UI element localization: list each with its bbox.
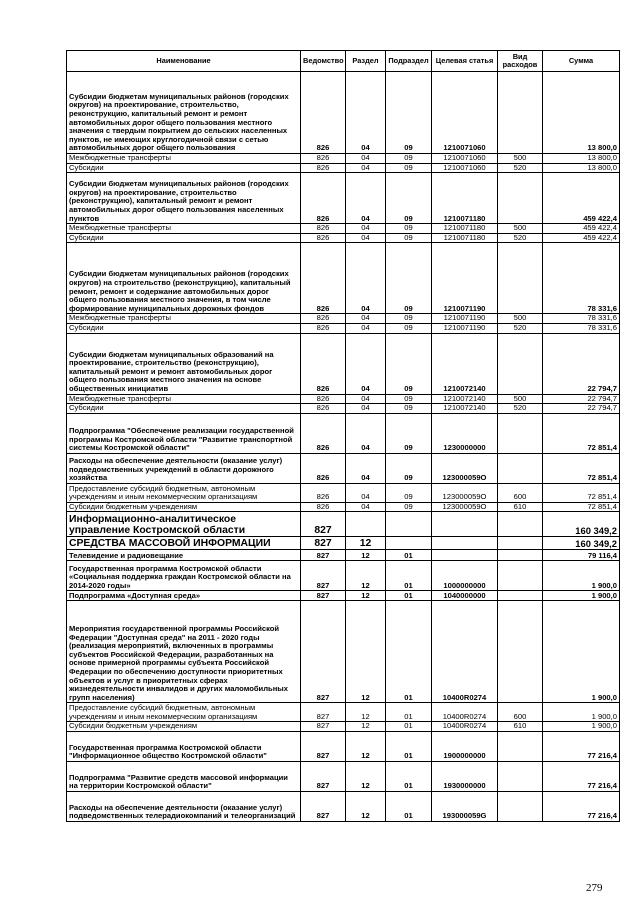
cell-expense [498,243,543,314]
cell-dept: 826 [301,333,346,394]
cell-subsection: 09 [386,404,432,414]
cell-target: 123000059О [432,502,498,512]
cell-dept: 826 [301,394,346,404]
cell-target: 1900000000 [432,731,498,761]
header-name: Наименование [67,51,301,72]
cell-subsection: 01 [386,601,432,703]
cell-target: 123000059О [432,453,498,483]
cell-subsection: 01 [386,722,432,732]
cell-sum: 1 900,0 [543,703,620,722]
cell-section: 04 [346,224,386,234]
table-row [67,72,620,154]
cell-dept: 826 [301,483,346,502]
cell-subsection: 01 [386,761,432,791]
table-row [67,537,620,550]
table-row [67,483,620,502]
cell-expense [498,550,543,561]
cell-section: 12 [346,761,386,791]
cell-name: Субсидии бюджетам муниципальных районов (городских округов) на проектирование, строительство, реконструкцию, капитальный ремонт и ремонт автомобильных дорог общего пользования местного значения с твердым покрытием до сельских населенных пунктов, не имеющих круглогодичной связи с сетью автомобильных дорог общего пользования [67,72,301,154]
cell-dept: 827 [301,791,346,821]
cell-dept: 826 [301,72,346,154]
cell-dept: 826 [301,453,346,483]
cell-dept: 826 [301,233,346,243]
cell-name: Межбюджетные трансферты [67,224,301,234]
header-expense: Вид расходов [498,51,543,72]
cell-expense: 600 [498,483,543,502]
cell-target: 1230000000 [432,413,498,453]
header-subsection: Подраздел [386,51,432,72]
cell-dept: 827 [301,761,346,791]
cell-target: 1210071190 [432,323,498,333]
cell-section: 04 [346,323,386,333]
cell-target: 1000000000 [432,561,498,591]
table-row [67,163,620,173]
cell-name: Субсидии [67,404,301,414]
budget-table [66,50,620,822]
cell-dept: 827 [301,601,346,703]
cell-target: 1210072140 [432,404,498,414]
cell-target: 1210071180 [432,233,498,243]
table-row [67,404,620,414]
table-row [67,791,620,821]
cell-dept: 827 [301,537,346,550]
cell-subsection: 01 [386,591,432,601]
cell-dept: 826 [301,163,346,173]
table-row [67,601,620,703]
cell-target: 10400R0274 [432,703,498,722]
cell-section: 04 [346,163,386,173]
cell-dept: 826 [301,224,346,234]
cell-sum: 1 900,0 [543,601,620,703]
cell-subsection: 09 [386,163,432,173]
cell-section: 12 [346,731,386,761]
table-body [67,72,620,822]
header-target: Целевая статья [432,51,498,72]
cell-target: 1210071060 [432,163,498,173]
cell-dept: 827 [301,512,346,537]
cell-section: 04 [346,413,386,453]
table-row [67,502,620,512]
cell-subsection: 09 [386,453,432,483]
cell-expense [498,791,543,821]
cell-expense: 520 [498,233,543,243]
cell-section: 12 [346,601,386,703]
cell-name: Субсидии бюджетным учреждениям [67,722,301,732]
cell-section: 04 [346,333,386,394]
table-row [67,173,620,224]
table-row [67,550,620,561]
cell-subsection [386,512,432,537]
table-row [67,761,620,791]
cell-subsection: 09 [386,413,432,453]
cell-name: Государственная программа Костромской области "Информационное общество Костромской области" [67,731,301,761]
table-row [67,154,620,164]
table-row [67,333,620,394]
cell-dept: 827 [301,703,346,722]
cell-sum: 78 331,6 [543,323,620,333]
cell-expense: 520 [498,163,543,173]
cell-expense: 500 [498,224,543,234]
cell-name: Субсидии бюджетам муниципальных образований на проектирование, строительство (реконструкцию), капитальный ремонт и ремонт автомобильных дорог общего пользования местного значения на основе общественных инициатив [67,333,301,394]
cell-sum: 77 216,4 [543,761,620,791]
cell-expense: 610 [498,722,543,732]
cell-section [346,512,386,537]
cell-expense [498,453,543,483]
cell-sum: 78 331,6 [543,314,620,324]
cell-target [432,537,498,550]
cell-name: Расходы на обеспечение деятельности (оказание услуг) подведомственных учреждений в области дорожного хозяйства [67,453,301,483]
cell-subsection: 09 [386,72,432,154]
cell-dept: 826 [301,323,346,333]
cell-name: Субсидии бюджетам муниципальных районов (городских округов) на проектирование, строительство (реконструкцию), капитальный ремонт и ремонт автомобильных дорог общего пользования населенных пунктов [67,173,301,224]
cell-target: 1210071180 [432,224,498,234]
header-sum: Сумма [543,51,620,72]
table-row [67,512,620,537]
cell-sum: 72 851,4 [543,483,620,502]
cell-name: Подпрограмма "Развитие средств массовой информации на территории Костромской области" [67,761,301,791]
cell-expense: 500 [498,394,543,404]
cell-subsection: 01 [386,703,432,722]
cell-name: СРЕДСТВА МАССОВОЙ ИНФОРМАЦИИ [67,537,301,550]
table-row [67,703,620,722]
cell-expense [498,761,543,791]
cell-sum: 22 794,7 [543,404,620,414]
cell-target: 1930000000 [432,761,498,791]
cell-dept: 826 [301,502,346,512]
cell-expense: 610 [498,502,543,512]
cell-section: 04 [346,394,386,404]
cell-target: 1210071060 [432,72,498,154]
cell-section: 04 [346,483,386,502]
cell-sum: 1 900,0 [543,561,620,591]
cell-sum: 72 851,4 [543,502,620,512]
cell-subsection: 01 [386,550,432,561]
cell-dept: 827 [301,561,346,591]
cell-subsection: 09 [386,154,432,164]
cell-name: Подпрограмма "Обеспечение реализации государственной программы Костромской области "Развитие транспортной системы Костромской области" [67,413,301,453]
cell-subsection: 09 [386,233,432,243]
cell-name: Расходы на обеспечение деятельности (оказание услуг) подведомственных телерадиокомпаний и телеорганизаций [67,791,301,821]
cell-name: Субсидии [67,323,301,333]
cell-name: Межбюджетные трансферты [67,154,301,164]
cell-sum: 459 422,4 [543,224,620,234]
cell-expense: 500 [498,314,543,324]
cell-target: 1210071180 [432,173,498,224]
cell-sum: 1 900,0 [543,722,620,732]
cell-sum: 72 851,4 [543,453,620,483]
cell-name: Предоставление субсидий бюджетным, автономным учреждениям и иным некоммерческим организациям [67,483,301,502]
table-row [67,224,620,234]
cell-dept: 826 [301,314,346,324]
cell-dept: 826 [301,154,346,164]
cell-subsection: 01 [386,791,432,821]
cell-expense [498,591,543,601]
cell-sum: 160 349,2 [543,537,620,550]
cell-section: 04 [346,453,386,483]
header-dept: Ведомство [301,51,346,72]
cell-expense: 520 [498,404,543,414]
page-number: 279 [586,882,603,894]
cell-subsection: 09 [386,323,432,333]
cell-dept: 827 [301,591,346,601]
cell-sum: 77 216,4 [543,731,620,761]
cell-sum: 72 851,4 [543,413,620,453]
table-row [67,722,620,732]
cell-section: 04 [346,404,386,414]
table-row [67,591,620,601]
cell-sum: 13 800,0 [543,72,620,154]
cell-section: 12 [346,791,386,821]
cell-expense [498,561,543,591]
cell-subsection: 09 [386,333,432,394]
cell-name: Субсидии бюджетным учреждениям [67,502,301,512]
cell-target: 1210071060 [432,154,498,164]
table-row [67,453,620,483]
cell-subsection: 01 [386,731,432,761]
cell-expense [498,413,543,453]
table-row [67,413,620,453]
table-row [67,561,620,591]
cell-subsection: 09 [386,224,432,234]
cell-name: Подпрограмма «Доступная среда» [67,591,301,601]
table-header-row [67,51,620,72]
cell-expense [498,333,543,394]
cell-sum: 78 331,6 [543,243,620,314]
cell-subsection: 09 [386,483,432,502]
cell-subsection: 09 [386,243,432,314]
cell-section: 04 [346,243,386,314]
table-row [67,394,620,404]
cell-sum: 79 116,4 [543,550,620,561]
cell-sum: 1 900,0 [543,591,620,601]
cell-expense: 600 [498,703,543,722]
cell-name: Субсидии бюджетам муниципальных районов (городских округов) на строительство (реконструкцию), капитальный ремонт, ремонт и содержание автомобильных дорог общего пользования местного значения, в том числе формирование муниципальных дорожных фондов [67,243,301,314]
cell-target: 10400R0274 [432,601,498,703]
cell-expense: 520 [498,323,543,333]
cell-section: 04 [346,233,386,243]
cell-dept: 826 [301,413,346,453]
cell-name: Государственная программа Костромской области «Социальная поддержка граждан Костромской области на 2014-2020 годы» [67,561,301,591]
cell-dept: 827 [301,722,346,732]
cell-dept: 826 [301,404,346,414]
cell-expense [498,72,543,154]
table-row [67,323,620,333]
cell-target [432,550,498,561]
cell-expense [498,173,543,224]
cell-sum: 22 794,7 [543,333,620,394]
cell-section: 04 [346,314,386,324]
cell-section: 12 [346,537,386,550]
cell-sum: 13 800,0 [543,163,620,173]
header-section: Раздел [346,51,386,72]
cell-target: 10400R0274 [432,722,498,732]
cell-subsection: 09 [386,314,432,324]
cell-sum: 160 349,2 [543,512,620,537]
cell-sum: 77 216,4 [543,791,620,821]
cell-subsection: 09 [386,394,432,404]
cell-section: 04 [346,154,386,164]
cell-expense [498,731,543,761]
cell-target: 1040000000 [432,591,498,601]
table-row [67,243,620,314]
cell-subsection: 09 [386,502,432,512]
cell-name: Субсидии [67,233,301,243]
cell-dept: 827 [301,550,346,561]
cell-section: 12 [346,703,386,722]
cell-subsection: 09 [386,173,432,224]
cell-name: Субсидии [67,163,301,173]
cell-name: Телевидение и радиовещание [67,550,301,561]
cell-section: 12 [346,722,386,732]
cell-target [432,512,498,537]
budget-table-page [66,50,619,822]
cell-expense: 500 [498,154,543,164]
cell-sum: 459 422,4 [543,173,620,224]
cell-expense [498,512,543,537]
cell-target: 1210072140 [432,333,498,394]
cell-name: Предоставление субсидий бюджетным, автономным учреждениям и иным некоммерческим организациям [67,703,301,722]
cell-sum: 22 794,7 [543,394,620,404]
cell-target: 193000059G [432,791,498,821]
cell-dept: 826 [301,173,346,224]
cell-section: 04 [346,502,386,512]
cell-expense [498,601,543,703]
table-row [67,731,620,761]
cell-sum: 13 800,0 [543,154,620,164]
cell-subsection [386,537,432,550]
cell-target: 1210071190 [432,314,498,324]
cell-section: 12 [346,550,386,561]
cell-section: 04 [346,173,386,224]
table-row [67,314,620,324]
cell-target: 1210072140 [432,394,498,404]
cell-sum: 459 422,4 [543,233,620,243]
cell-section: 04 [346,72,386,154]
cell-expense [498,537,543,550]
cell-target: 1210071190 [432,243,498,314]
cell-dept: 826 [301,243,346,314]
table-row [67,233,620,243]
cell-name: Мероприятия государственной программы Российской Федерации "Доступная среда" на 2011 - 2020 годы (реализация мероприятий, включенных в программы субъектов Российской Федерации, разработанных на основе примерной программы субъекта Российской Федерации по обеспечению доступности приоритетных объектов и услуг в приоритетных сферах жизнедеятельности инвалидов и других маломобильных групп населения) [67,601,301,703]
cell-name: Межбюджетные трансферты [67,394,301,404]
cell-subsection: 01 [386,561,432,591]
cell-section: 12 [346,591,386,601]
cell-name: Межбюджетные трансферты [67,314,301,324]
cell-name: Информационно-аналитическое управление Костромской области [67,512,301,537]
cell-target: 123000059О [432,483,498,502]
cell-section: 12 [346,561,386,591]
cell-dept: 827 [301,731,346,761]
